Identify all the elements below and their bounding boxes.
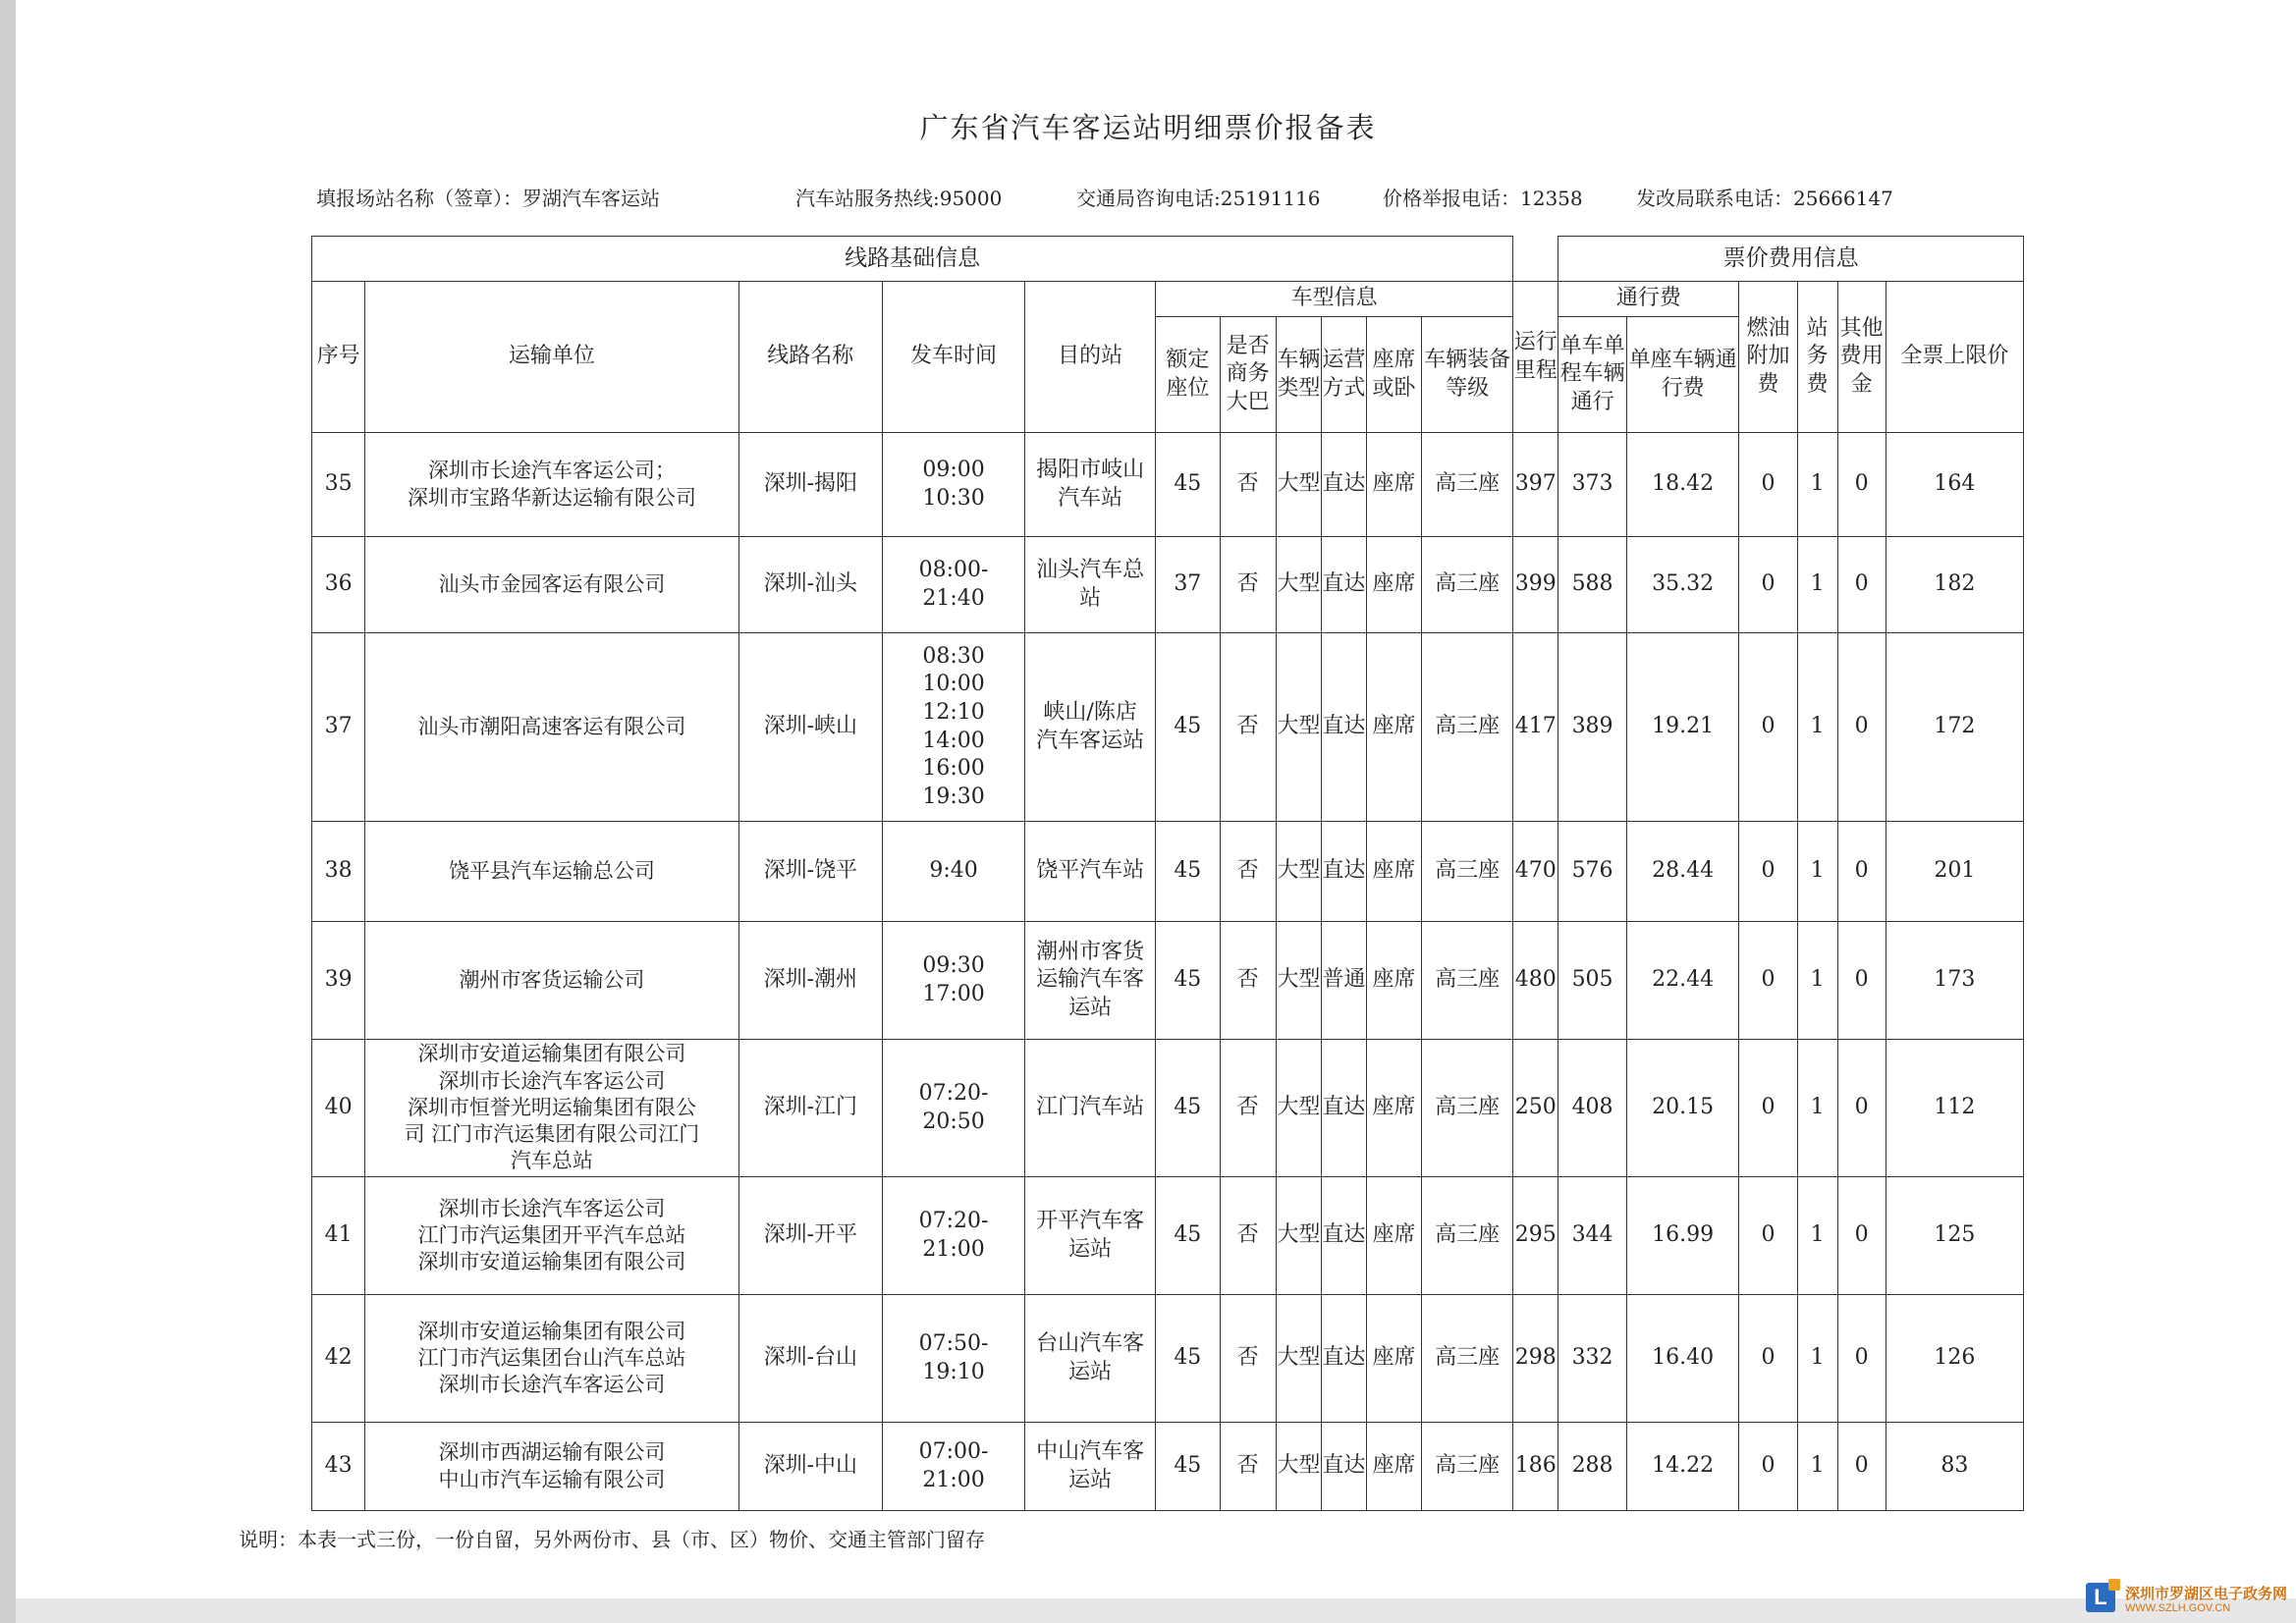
route-cell: 深圳-潮州 — [738, 922, 882, 1040]
route-cell: 深圳-峡山 — [738, 633, 882, 822]
depart-time-cell-line: 17:00 — [922, 981, 985, 1006]
table-row — [312, 922, 2024, 1040]
toll-header: 通行费 — [1558, 282, 1739, 317]
operator-cell-line: 深圳市安道运输集团有限公司 — [417, 1250, 686, 1274]
operation-mode-cell: 直达 — [1321, 633, 1366, 822]
route-cell: 深圳-台山 — [738, 1295, 882, 1423]
single-toll-cell: 505 — [1558, 922, 1627, 1040]
depart-time-cell-line: 19:10 — [922, 1359, 985, 1384]
depart-time-cell — [882, 1040, 1024, 1177]
scan-bottom-edge — [16, 1598, 2296, 1623]
business-cell: 否 — [1220, 633, 1276, 822]
destination-cell: 开平汽车客运站 — [1025, 1177, 1156, 1295]
vehicle-class-cell: 大型 — [1276, 537, 1321, 633]
operator-cell-line: 饶平县汽车运输总公司 — [448, 858, 655, 883]
operation-mode-cell: 直达 — [1321, 1423, 1366, 1511]
seat-type-cell: 座席 — [1366, 1177, 1421, 1295]
operator-cell-line: 深圳市恒誉光明运输集团有限公 — [407, 1095, 696, 1119]
operator-cell-line: 深圳市安道运输集团有限公司 — [417, 1042, 686, 1066]
rated-seats-header: 额定座位 — [1156, 317, 1220, 433]
operator-cell — [365, 1040, 738, 1177]
max-fare-header: 全票上限价 — [1886, 282, 2023, 433]
operation-mode-cell: 普通 — [1321, 922, 1366, 1040]
table-row — [312, 1423, 2024, 1511]
transport-phone: 交通局咨询电话:25191116 — [1076, 187, 1321, 210]
max-fare-cell: 201 — [1886, 822, 2023, 922]
table-row — [312, 1177, 2024, 1295]
depart-time-cell-line: 16:00 — [922, 756, 985, 782]
other-fee-cell: 0 — [1837, 633, 1886, 822]
seat-type-cell: 座席 — [1366, 1040, 1421, 1177]
operation-mode-cell: 直达 — [1321, 1040, 1366, 1177]
destination-cell: 汕头汽车总站 — [1025, 537, 1156, 633]
depart-time-cell — [882, 537, 1024, 633]
mileage-cell: 186 — [1513, 1423, 1558, 1511]
max-fare-cell: 126 — [1886, 1295, 2023, 1423]
other-fee-cell: 0 — [1837, 537, 1886, 633]
mileage-header: 运行里程 — [1513, 282, 1558, 433]
depart-time-cell — [882, 1177, 1024, 1295]
rated-seats-cell: 45 — [1156, 1423, 1220, 1511]
business-cell: 否 — [1220, 922, 1276, 1040]
vehicle-class-cell: 大型 — [1276, 922, 1321, 1040]
other-fee-cell: 0 — [1837, 1295, 1886, 1423]
business-cell: 否 — [1220, 1177, 1276, 1295]
destination-cell: 潮州市客货运输汽车客运站 — [1025, 922, 1156, 1040]
depart-time-cell-line: 10:00 — [922, 672, 985, 697]
seat-toll-header: 单座车辆通行费 — [1626, 317, 1739, 433]
equipment-grade-cell: 高三座 — [1422, 1423, 1513, 1511]
route-name-header: 线路名称 — [738, 282, 882, 433]
depart-time-cell-line: 08:00- — [918, 557, 989, 582]
max-fare-cell: 112 — [1886, 1040, 2023, 1177]
mileage-cell: 399 — [1513, 537, 1558, 633]
depart-time-cell-line: 21:00 — [922, 1236, 985, 1262]
fuel-cell: 0 — [1739, 633, 1797, 822]
max-fare-cell: 125 — [1886, 1177, 2023, 1295]
depart-time-cell-line: 12:10 — [922, 699, 985, 725]
fare-table — [311, 236, 2024, 1511]
depart-time-cell-line: 09:30 — [922, 952, 985, 978]
route-cell: 深圳-饶平 — [738, 822, 882, 922]
depart-time-cell-line: 14:00 — [922, 728, 985, 753]
operator-cell-line: 深圳市长途汽车客运公司 — [438, 1373, 666, 1397]
business-cell: 否 — [1220, 1040, 1276, 1177]
document-title: 广东省汽车客运站明细票价报备表 — [919, 111, 1377, 144]
business-bus-header: 是否商务大巴 — [1220, 317, 1276, 433]
equipment-grade-cell: 高三座 — [1422, 537, 1513, 633]
operator-cell-line: 汕头市金园客运有限公司 — [438, 571, 666, 596]
operator-cell — [365, 433, 738, 537]
fuel-header: 燃油附加费 — [1739, 282, 1797, 433]
rated-seats-cell: 37 — [1156, 537, 1220, 633]
scan-left-edge — [0, 0, 16, 1623]
seat-type-cell: 座席 — [1366, 822, 1421, 922]
seat-type-cell: 座席 — [1366, 433, 1421, 537]
depart-time-cell-line: 19:30 — [922, 784, 985, 809]
price-report-phone: 价格举报电话：12358 — [1383, 187, 1583, 210]
station-fee-cell: 1 — [1797, 1423, 1837, 1511]
vehicle-class-cell: 大型 — [1276, 822, 1321, 922]
operation-mode-cell: 直达 — [1321, 433, 1366, 537]
operation-mode-cell: 直达 — [1321, 1177, 1366, 1295]
vehicle-class-cell: 大型 — [1276, 1040, 1321, 1177]
single-toll-cell: 288 — [1558, 1423, 1627, 1511]
station-name: 填报场站名称（签章）：罗湖汽车客运站 — [316, 187, 660, 210]
other-fee-cell: 0 — [1837, 433, 1886, 537]
destination-cell: 饶平汽车站 — [1025, 822, 1156, 922]
depart-time-cell — [882, 922, 1024, 1040]
dev-reform-phone: 发改局联系电话：25666147 — [1636, 187, 1893, 210]
single-toll-cell: 576 — [1558, 822, 1627, 922]
destination-cell: 揭阳市岐山汽车站 — [1025, 433, 1156, 537]
watermark-name: 深圳市罗湖区电子政务网 — [2125, 1585, 2288, 1602]
destination-cell: 江门汽车站 — [1025, 1040, 1156, 1177]
single-toll-cell: 332 — [1558, 1295, 1627, 1423]
depart-time-cell-line: 08:30 — [922, 643, 985, 669]
destination-header: 目的站 — [1025, 282, 1156, 433]
other-fee-cell: 0 — [1837, 1177, 1886, 1295]
route-cell: 深圳-中山 — [738, 1423, 882, 1511]
seat-type-cell: 座席 — [1366, 537, 1421, 633]
depart-time-cell-line: 20:50 — [922, 1109, 985, 1134]
station-fee-cell: 1 — [1797, 822, 1837, 922]
operator-cell-line: 深圳市长途汽车客运公司； — [427, 459, 676, 483]
route-cell: 深圳-汕头 — [738, 537, 882, 633]
business-cell: 否 — [1220, 1295, 1276, 1423]
operator-cell-line: 江门市汽运集团开平汽车总站 — [417, 1222, 686, 1247]
destination-cell: 峡山/陈店汽车客运站 — [1025, 633, 1156, 822]
seq-header: 序号 — [312, 282, 365, 433]
operator-cell — [365, 922, 738, 1040]
table-row — [312, 1295, 2024, 1423]
rated-seats-cell: 45 — [1156, 922, 1220, 1040]
seat-toll-cell: 14.22 — [1626, 1423, 1739, 1511]
depart-time-cell-line: 07:50- — [918, 1330, 989, 1356]
max-fare-cell: 164 — [1886, 433, 2023, 537]
other-fee-cell: 0 — [1837, 1040, 1886, 1177]
business-cell: 否 — [1220, 822, 1276, 922]
station-fee-cell: 1 — [1797, 1295, 1837, 1423]
max-fare-cell: 172 — [1886, 633, 2023, 822]
operator-cell-line: 深圳市长途汽车客运公司 — [438, 1196, 666, 1220]
mileage-cell: 480 — [1513, 922, 1558, 1040]
seq-cell: 38 — [312, 822, 365, 922]
other-fee-cell: 0 — [1837, 1423, 1886, 1511]
vehicle-class-cell: 大型 — [1276, 1177, 1321, 1295]
seq-cell: 42 — [312, 1295, 365, 1423]
other-fee-cell: 0 — [1837, 822, 1886, 922]
equipment-grade-cell: 高三座 — [1422, 1040, 1513, 1177]
lh-logo-icon: L — [2086, 1583, 2115, 1612]
depart-time-cell-line: 07:20- — [918, 1080, 989, 1106]
destination-cell: 中山汽车客运站 — [1025, 1423, 1156, 1511]
depart-time-cell-line: 21:00 — [922, 1467, 985, 1492]
seat-type-header: 座席或卧 — [1366, 317, 1421, 433]
station-fee-cell: 1 — [1797, 433, 1837, 537]
station-fee-cell: 1 — [1797, 537, 1837, 633]
station-fee-cell: 1 — [1797, 922, 1837, 1040]
business-cell: 否 — [1220, 1423, 1276, 1511]
seat-toll-cell: 18.42 — [1626, 433, 1739, 537]
rated-seats-cell: 45 — [1156, 433, 1220, 537]
depart-time-cell-line: 07:20- — [918, 1208, 989, 1233]
operator-cell-line: 深圳市长途汽车客运公司 — [438, 1068, 666, 1093]
vehicle-class-cell: 大型 — [1276, 633, 1321, 822]
operator-cell — [365, 633, 738, 822]
mileage-cell: 470 — [1513, 822, 1558, 922]
vehicle-info-header: 车型信息 — [1156, 282, 1513, 317]
depart-time-cell — [882, 433, 1024, 537]
other-fee-cell: 0 — [1837, 922, 1886, 1040]
operator-cell-line: 汽车总站 — [510, 1149, 593, 1173]
depart-time-cell-line: 07:00- — [918, 1438, 989, 1464]
depart-time-cell — [882, 1295, 1024, 1423]
vehicle-class-cell: 大型 — [1276, 433, 1321, 537]
vehicle-class-cell: 大型 — [1276, 1295, 1321, 1423]
seq-cell: 35 — [312, 433, 365, 537]
max-fare-cell: 173 — [1886, 922, 2023, 1040]
fuel-cell: 0 — [1739, 922, 1797, 1040]
seat-type-cell: 座席 — [1366, 922, 1421, 1040]
rated-seats-cell: 45 — [1156, 633, 1220, 822]
seat-toll-cell: 19.21 — [1626, 633, 1739, 822]
route-info-header: 线路基础信息 — [312, 237, 1513, 282]
fuel-cell: 0 — [1739, 1423, 1797, 1511]
single-toll-cell: 588 — [1558, 537, 1627, 633]
table-row — [312, 537, 2024, 633]
operator-cell — [365, 1423, 738, 1511]
depart-time-cell-line: 09:00 — [922, 457, 985, 482]
fuel-cell: 0 — [1739, 822, 1797, 922]
vehicle-class-header: 车辆类型 — [1276, 317, 1321, 433]
business-cell: 否 — [1220, 433, 1276, 537]
operator-cell-line: 深圳市宝路华新达运输有限公司 — [407, 485, 696, 510]
operator-cell — [365, 537, 738, 633]
single-toll-cell: 373 — [1558, 433, 1627, 537]
operator-cell-line: 江门市汽运集团台山汽车总站 — [417, 1345, 686, 1370]
equipment-grade-cell: 高三座 — [1422, 822, 1513, 922]
seat-toll-cell: 16.99 — [1626, 1177, 1739, 1295]
rated-seats-cell: 45 — [1156, 822, 1220, 922]
operator-cell — [365, 822, 738, 922]
operation-mode-header: 运营方式 — [1321, 317, 1366, 433]
equipment-grade-cell: 高三座 — [1422, 1295, 1513, 1423]
seat-type-cell: 座席 — [1366, 1295, 1421, 1423]
operation-mode-cell: 直达 — [1321, 537, 1366, 633]
route-cell: 深圳-开平 — [738, 1177, 882, 1295]
operator-cell — [365, 1295, 738, 1423]
seq-cell: 43 — [312, 1423, 365, 1511]
seat-toll-cell: 16.40 — [1626, 1295, 1739, 1423]
other-fee-header: 其他费用金 — [1837, 282, 1886, 433]
mileage-cell: 397 — [1513, 433, 1558, 537]
service-hotline: 汽车站服务热线:95000 — [795, 187, 1003, 210]
operator-cell-line: 司 江门市汽运集团有限公司江门 — [404, 1122, 700, 1147]
fuel-cell: 0 — [1739, 1040, 1797, 1177]
mileage-cell: 298 — [1513, 1295, 1558, 1423]
watermark-logo — [2086, 1579, 2294, 1618]
route-cell: 深圳-江门 — [738, 1040, 882, 1177]
business-cell: 否 — [1220, 537, 1276, 633]
equipment-grade-header: 车辆装备等级 — [1422, 317, 1513, 433]
depart-time-cell-line: 9:40 — [929, 858, 978, 884]
depart-time-cell-line: 21:40 — [922, 585, 985, 611]
seat-toll-cell: 20.15 — [1626, 1040, 1739, 1177]
section-gap — [1513, 237, 1558, 282]
depart-time-cell — [882, 633, 1024, 822]
table-row — [312, 1040, 2024, 1177]
operator-cell-line: 潮州市客货运输公司 — [459, 967, 645, 992]
equipment-grade-cell: 高三座 — [1422, 433, 1513, 537]
seq-cell: 41 — [312, 1177, 365, 1295]
fuel-cell: 0 — [1739, 537, 1797, 633]
depart-time-cell — [882, 822, 1024, 922]
station-fee-cell: 1 — [1797, 1040, 1837, 1177]
station-fee-cell: 1 — [1797, 633, 1837, 822]
seq-cell: 37 — [312, 633, 365, 822]
seat-toll-cell: 22.44 — [1626, 922, 1739, 1040]
rated-seats-cell: 45 — [1156, 1295, 1220, 1423]
destination-cell: 台山汽车客运站 — [1025, 1295, 1156, 1423]
operation-mode-cell: 直达 — [1321, 1295, 1366, 1423]
vehicle-class-cell: 大型 — [1276, 1423, 1321, 1511]
seat-type-cell: 座席 — [1366, 633, 1421, 822]
max-fare-cell: 83 — [1886, 1423, 2023, 1511]
rated-seats-cell: 45 — [1156, 1177, 1220, 1295]
rated-seats-cell: 45 — [1156, 1040, 1220, 1177]
operator-cell-line: 汕头市潮阳高速客运有限公司 — [417, 714, 686, 738]
equipment-grade-cell: 高三座 — [1422, 1177, 1513, 1295]
depart-time-cell — [882, 1423, 1024, 1511]
mileage-cell: 417 — [1513, 633, 1558, 822]
seq-cell: 40 — [312, 1040, 365, 1177]
fuel-cell: 0 — [1739, 433, 1797, 537]
route-cell: 深圳-揭阳 — [738, 433, 882, 537]
single-toll-cell: 344 — [1558, 1177, 1627, 1295]
seat-toll-cell: 28.44 — [1626, 822, 1739, 922]
operator-cell-line: 深圳市西湖运输有限公司 — [438, 1440, 666, 1465]
equipment-grade-cell: 高三座 — [1422, 633, 1513, 822]
depart-time-cell-line: 10:30 — [922, 485, 985, 511]
operator-cell — [365, 1177, 738, 1295]
max-fare-cell: 182 — [1886, 537, 2023, 633]
watermark-url: WWW.SZLH.GOV.CN — [2125, 1602, 2231, 1614]
fare-info-header: 票价费用信息 — [1558, 237, 2024, 282]
single-toll-cell: 408 — [1558, 1040, 1627, 1177]
operator-cell-line: 中山市汽车运输有限公司 — [438, 1467, 666, 1491]
seat-toll-cell: 35.32 — [1626, 537, 1739, 633]
seat-type-cell: 座席 — [1366, 1423, 1421, 1511]
fuel-cell: 0 — [1739, 1177, 1797, 1295]
station-fee-cell: 1 — [1797, 1177, 1837, 1295]
seq-cell: 39 — [312, 922, 365, 1040]
table-row — [312, 633, 2024, 822]
operation-mode-cell: 直达 — [1321, 822, 1366, 922]
table-row — [312, 822, 2024, 922]
mileage-cell: 295 — [1513, 1177, 1558, 1295]
station-fee-header: 站务费 — [1797, 282, 1837, 433]
operator-header: 运输单位 — [365, 282, 738, 433]
seq-cell: 36 — [312, 537, 365, 633]
footnote: 说明：本表一式三份，一份自留，另外两份市、县（市、区）物价、交通主管部门留存 — [239, 1528, 985, 1551]
equipment-grade-cell: 高三座 — [1422, 922, 1513, 1040]
table-row — [312, 433, 2024, 537]
mileage-cell: 250 — [1513, 1040, 1558, 1177]
fuel-cell: 0 — [1739, 1295, 1797, 1423]
single-toll-header: 单车单程车辆通行 — [1558, 317, 1627, 433]
single-toll-cell: 389 — [1558, 633, 1627, 822]
operator-cell-line: 深圳市安道运输集团有限公司 — [417, 1319, 686, 1343]
depart-time-header: 发车时间 — [882, 282, 1024, 433]
